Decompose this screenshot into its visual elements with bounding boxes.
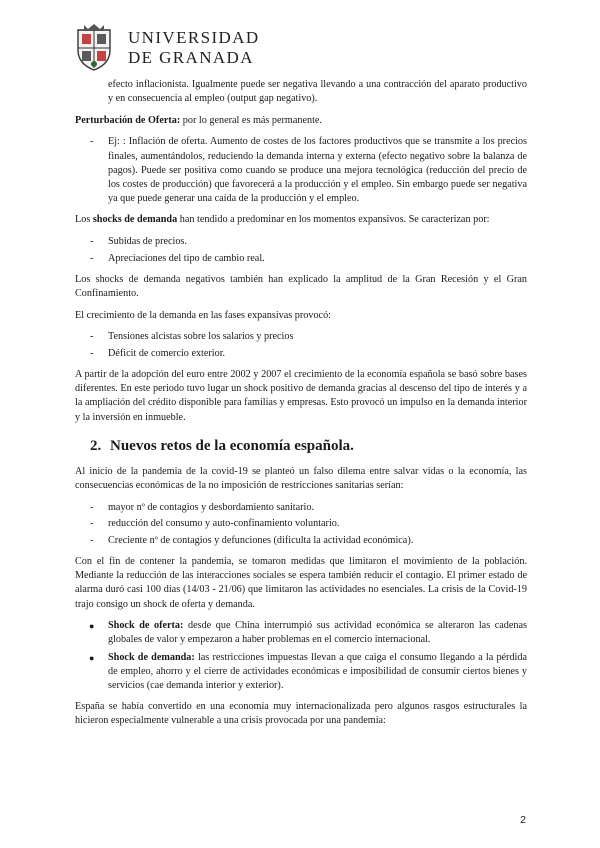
list-item (75, 534, 527, 548)
euro-paragraph: A partir de la adopción del euro entre 2002 y 2007 el crecimiento de la economía española se basó sobre bases diferentes. En este periodo tuvo lugar un shock positivo de demanda gracias al descenso del tipo de interés y a la ampliación del crédito disponible para familias y empresas. Esto provocó un impulso en la demanda interior y la inversión en inmueble. (75, 368, 527, 423)
list-item-text: Tensiones alcistas sobre los salarios y precios (108, 331, 294, 343)
dash-marker: - (90, 518, 94, 530)
list-item-text: Déficit de comercio exterior. (108, 347, 226, 359)
page-number: 2 (520, 814, 526, 826)
university-crest-icon (72, 22, 116, 72)
list-item (75, 651, 527, 694)
list-item-text: Subidas de precios. (108, 236, 187, 247)
list-item-text: mayor nº de contagios y desbordamiento sanitario. (108, 501, 315, 513)
pandemic-paragraph: Al inicio de la pandemia de la covid-19 se planteó un falso dilema entre salvar vidas o la economía, las consecuencias económicas de la no imposición de restricciones sanitarias serían: (75, 465, 527, 491)
dash-marker: - (90, 331, 94, 343)
demand-intro (75, 213, 527, 227)
list-item (75, 330, 527, 344)
bullet-marker: ● (89, 621, 95, 632)
document-body (75, 78, 527, 736)
dash-marker: - (90, 236, 94, 247)
list-item (75, 347, 527, 361)
shock-label: Shock de oferta: (108, 620, 184, 632)
demand-list (75, 235, 527, 266)
growth-paragraph: El crecimiento de la demanda en las fases expansivas provocó: (75, 309, 332, 321)
negative-shocks-paragraph: Los shocks de demanda negativos también han explicado la amplitud de la Gran Recesión y el Gran Confinamiento. (75, 273, 527, 299)
list-item-text: Creciente nº de contagios y defunciones (dificulta la actividad económica). (108, 534, 414, 546)
list-item (75, 501, 527, 515)
dash-marker: - (90, 501, 94, 513)
demand-intro-bold: shocks de demanda (92, 214, 178, 226)
demand-intro-post: han tendido a predominar en los momentos expansivos. Se caracterizan por: (177, 214, 490, 226)
growth-list (75, 330, 527, 361)
section-heading (90, 437, 527, 455)
measures-paragraph: Con el fin de contener la pandemia, se tomaron medidas que limitaron el movimiento de la población. Mediante la reducción de las interacciones sociales se espera también reducir el contagio. El primer estado de alarma duró casi 100 días (14/03 - 21/06) que limitaron las actividades no esenciales. La crisis de la Covid-19 trajo consigo un shock de oferta y demanda. (75, 555, 527, 610)
section-title: Nuevos retos de la economía española. (110, 437, 354, 454)
list-item (75, 252, 527, 266)
page-header (72, 22, 372, 74)
list-item-text: Ej: : Inflación de oferta. Aumento de costes de los factores productivos que se transmite a los precios finales, aumentándolos, reduciendo la demanda interna y externa (efecto negativo sobre la balanza de pagos). Puede ser positiva como cuando se produce una mejora tecnológica (reducción del precio de los costes de producción) que favorecerá a la producción y el empleo. Sin embargo puede ser negativa ya que puede generar una caída de la producción y el empleo. (108, 136, 527, 205)
shock-label: Shock de demanda: (108, 651, 195, 663)
list-item (75, 135, 527, 206)
university-name-line1: UNIVERSIDAD (128, 28, 260, 47)
dash-marker: - (90, 534, 94, 546)
bullet-marker: ● (89, 652, 95, 663)
supply-heading: Perturbación de Oferta: (75, 114, 181, 126)
section-number: 2. (90, 437, 102, 454)
dash-marker: - (90, 252, 94, 264)
supply-list (75, 135, 527, 206)
dash-marker: - (90, 347, 94, 359)
list-item-text: Apreciaciones del tipo de cambio real. (108, 252, 265, 264)
list-item (75, 619, 527, 647)
list-item (75, 517, 527, 531)
shocks-list (75, 619, 527, 693)
supply-heading-rest: por lo general es más permanente. (180, 114, 322, 126)
intro-continuation: efecto inflacionista. Igualmente puede ser negativa llevando a una contracción del aparato productivo y en consecuencia al empleo (output gap negativo). (108, 79, 527, 105)
supply-paragraph (75, 114, 527, 128)
spain-paragraph: España se había convertido en una economía muy internacionalizada pero algunos rasgos estructurales la hicieron especialmente vulnerable a una crisis provocada por una pandemia: (75, 701, 527, 727)
shock-text: desde que China interrumpió sus actividad económica se alteraron las cadenas globales de valor y empezaron a haber problemas en el comercio internacional. (108, 620, 527, 646)
demand-intro-pre: Los (75, 214, 93, 226)
university-name-line2: DE GRANADA (128, 48, 254, 67)
shock-text: las restricciones impuestas llevan a que caiga el consumo llegando a la pérdida de empleo, ahorro y el cierre de actividades económicas e imposibilidad de consumir ciertos bienes y servicios (cae demanda interior y exterior). (108, 651, 527, 691)
list-item-text: reducción del consumo y auto-confinamiento voluntario. (108, 518, 340, 530)
pandemic-list (75, 501, 527, 548)
list-item (75, 235, 527, 249)
dash-marker: - (90, 136, 94, 148)
